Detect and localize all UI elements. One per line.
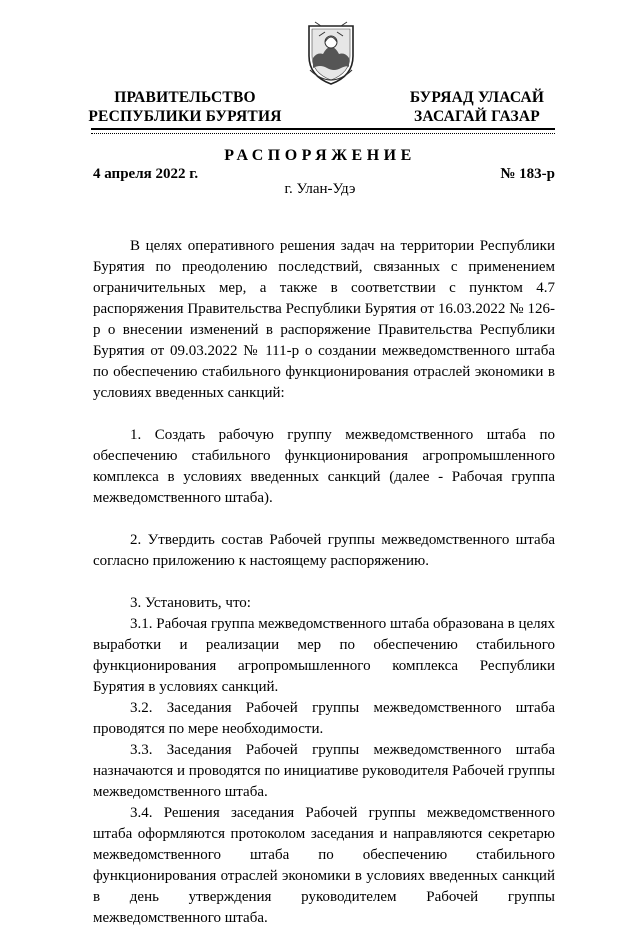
header-left-line2: РЕСПУБЛИКИ БУРЯТИЯ: [88, 108, 282, 125]
paragraph-3-2: 3.2. Заседания Рабочей группы межведомственного штаба проводятся по мере необходимости.: [93, 700, 555, 737]
paragraph-2: 2. Утвердить состав Рабочей группы межведомственного штаба согласно приложению к настоящему распоряжению.: [93, 532, 555, 569]
header-dotted-divider: [91, 133, 555, 134]
paragraph-preamble: В целях оперативного решения задач на территории Республики Бурятия по преодолению последствий, связанных с применением ограничительных мер, а также в соответствии с пунктом 4.7 распоряжения Правительства Республики Бурятия от 16.03.2022 № 126-р о внесении изменений в распоряжение Правительства Республики Бурятия от 09.03.2022 № 111-р о создании межведомственного штаба по обеспечению стабильного функционирования отраслей экономики в условиях введенных санкций:: [93, 238, 555, 401]
paragraph-3-4: 3.4. Решения заседания Рабочей группы межведомственного штаба оформляются протоколом заседания и направляются секретарю межведомственного штаба по обеспечению стабильного функционирования отраслей экономики в условиях введенных санкций в день утверждения руководителем Рабочей группы межведомственного штаба.: [93, 805, 555, 926]
header-government-ru: [80, 88, 290, 126]
header-right-line1: БУРЯАД УЛАСАЙ: [409, 89, 545, 106]
paragraph-3-3: 3.3. Заседания Рабочей группы межведомственного штаба назначаются и проводятся по инициативе руководителя Рабочей группы межведомственного штаба.: [93, 742, 555, 800]
header-divider: [91, 128, 555, 130]
paragraph-3: 3. Установить, что:: [130, 595, 251, 611]
paragraph-3-1: 3.1. Рабочая группа межведомственного штаба образована в целях выработки и реализации мер по обеспечению стабильного функционирования агропромышленного комплекса Республики Бурятия в условиях санкций.: [93, 616, 556, 695]
document-body: [93, 236, 555, 929]
document-number: № 183-р: [500, 166, 555, 182]
paragraph-1: 1. Создать рабочую группу межведомственного штаба по обеспечению стабильного функционирования агропромышленного комплекса в условиях введенных санкций (далее - Рабочая группа межведомственного штаба).: [93, 427, 555, 506]
document-city: г. Улан-Удэ: [284, 181, 356, 197]
coat-of-arms-icon: [305, 18, 357, 88]
document-date: 4 апреля 2022 г.: [93, 166, 199, 182]
header-right-line2: ЗАСАГАЙ ГАЗАР: [414, 108, 540, 125]
header-government-bua: [392, 88, 562, 126]
header-left-line1: ПРАВИТЕЛЬСТВО: [114, 89, 256, 106]
document-title: РАСПОРЯЖЕНИЕ: [224, 147, 416, 164]
